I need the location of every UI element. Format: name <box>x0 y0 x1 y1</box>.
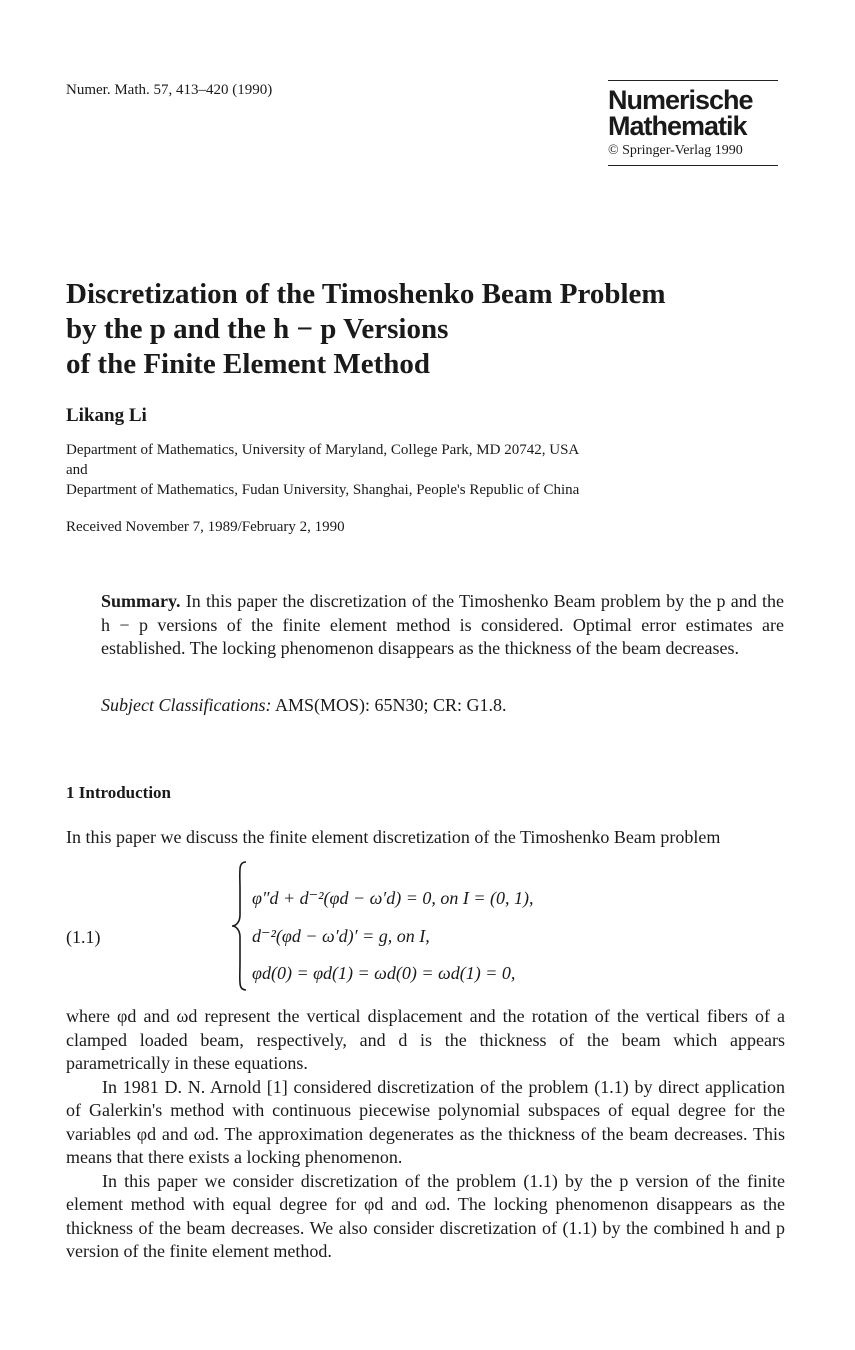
paper-title <box>66 277 786 382</box>
journal-citation: Numer. Math. 57, 413–420 (1990) <box>66 82 273 98</box>
subject-text: AMS(MOS): 65N30; CR: G1.8. <box>275 695 507 715</box>
copyright-notice: © Springer-Verlag 1990 <box>608 143 743 158</box>
title-line-2: by the p and the h − p Versions <box>66 313 449 345</box>
subject-classifications <box>101 695 507 716</box>
equation-line-2: d⁻²(φd − ω′d)′ = g, on I, <box>252 926 430 946</box>
intro-paragraph-1 <box>66 826 785 850</box>
left-brace-icon <box>230 860 250 992</box>
intro-p2-text: where φd and ωd represent the vertical displacement and the rotation of the vertical fibers of a clamped loaded beam, respectively, and d is the thickness of the beam which appears parametrically in these equations. <box>66 1006 785 1073</box>
equation-line-3: φd(0) = φd(1) = ωd(0) = ωd(1) = 0, <box>252 963 516 983</box>
section-heading: 1 Introduction <box>66 783 172 802</box>
title-line-3: of the Finite Element Method <box>66 348 431 380</box>
intro-p3-text: In 1981 D. N. Arnold [1] considered discretization of the problem (1.1) by direct application of Galerkin's method with continuous piecewise polynomial subspaces of equal degree for the variables φd and ωd. The approximation degenerates as the thickness of the beam decreases. This means that there exists a locking phenomenon. <box>66 1076 785 1167</box>
journal-name-line2: Mathematik <box>608 111 747 141</box>
summary-label: Summary. <box>101 591 181 611</box>
intro-p1-text: In this paper we discuss the finite element discretization of the Timoshenko Beam problem <box>66 827 721 847</box>
equation-line-1: φ″d + d⁻²(φd − ω′d) = 0, on I = (0, 1), <box>252 888 534 908</box>
affiliation-2: Department of Mathematics, Fudan University, Shanghai, People's Republic of China <box>66 482 580 498</box>
affiliation-1: Department of Mathematics, University of Maryland, College Park, MD 20742, USA <box>66 442 580 458</box>
journal-name-line1: Numerische <box>608 85 753 115</box>
title-line-1: Discretization of the Timoshenko Beam Problem <box>66 278 666 310</box>
intro-p4-text: In this paper we consider discretization of the problem (1.1) by the p version of the finite element method with equal degree for φd and ωd. The locking phenomenon disappears as the thickness of the beam decreases. We also consider discretization of (1.1) by the combined h and p version of the finite element method. <box>66 1170 785 1261</box>
equation-number: (1.1) <box>66 927 101 947</box>
intro-body <box>66 1005 785 1264</box>
summary-block <box>101 590 784 661</box>
received-dates: Received November 7, 1989/February 2, 1990 <box>66 519 345 535</box>
affiliations <box>66 440 806 500</box>
summary-text: In this paper the discretization of the Timoshenko Beam problem by the p and the h − p versions of the finite element method is considered. Optimal error estimates are established. The locking phenomenon disappears as the thickness of the beam decreases. <box>101 591 785 658</box>
affiliation-and: and <box>66 462 88 478</box>
subject-label: Subject Classifications: <box>101 695 272 715</box>
journal-masthead <box>608 80 778 166</box>
author-name: Likang Li <box>66 405 147 426</box>
